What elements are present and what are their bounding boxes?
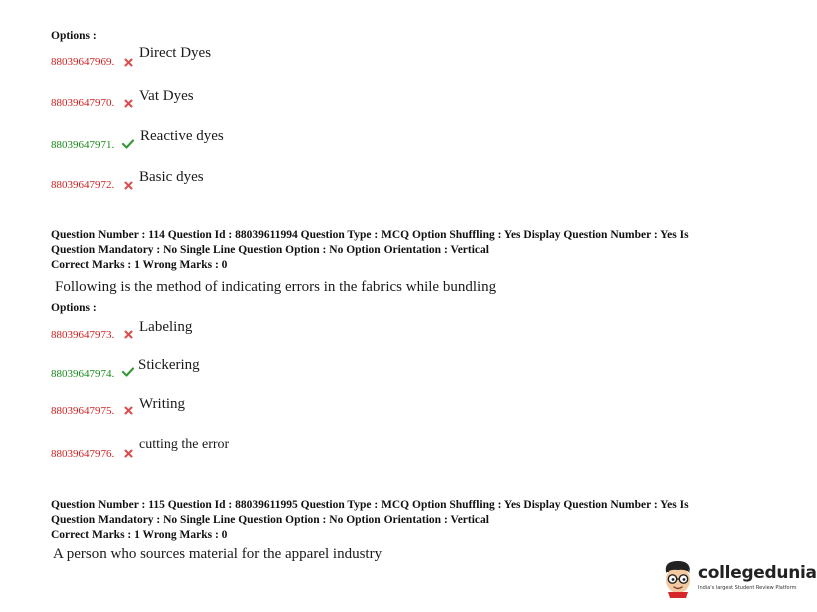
- options-label: Options :: [51, 30, 97, 42]
- cross-icon: [124, 58, 133, 67]
- option-id: 88039647975.: [51, 405, 115, 417]
- option-text: Stickering: [138, 357, 200, 373]
- logo-text: collegedunia: [698, 563, 817, 583]
- option-text: cutting the error: [139, 437, 230, 452]
- question-marks: Correct Marks : 1 Wrong Marks : 0: [51, 259, 228, 271]
- question-meta-line: Question Number : 115 Question Id : 88039611995 Question Type : MCQ Option Shuffling : Yes Display Question Number : Yes Is: [51, 499, 689, 511]
- logo-tagline: India's largest Student Review Platform: [698, 585, 797, 591]
- collegedunia-logo: [660, 557, 817, 599]
- cross-icon: [124, 181, 133, 190]
- option-id: 88039647973.: [51, 329, 115, 341]
- cross-icon: [124, 330, 133, 339]
- option-id: 88039647974.: [51, 368, 115, 380]
- mascot-icon: [660, 558, 696, 598]
- option-text: Labeling: [139, 319, 193, 335]
- option-id: 88039647972.: [51, 179, 115, 191]
- question-text: A person who sources material for the apparel industry: [53, 546, 383, 562]
- question-meta-line: Question Mandatory : No Single Line Question Option : No Option Orientation : Vertical: [51, 514, 489, 526]
- question-meta-line: Question Mandatory : No Single Line Question Option : No Option Orientation : Vertical: [51, 244, 489, 256]
- option-text: Basic dyes: [139, 169, 204, 185]
- check-icon: [122, 139, 134, 149]
- option-text: Reactive dyes: [140, 128, 224, 144]
- option-id: 88039647969.: [51, 56, 115, 68]
- cross-icon: [124, 406, 133, 415]
- question-text: Following is the method of indicating errors in the fabrics while bundling: [55, 279, 497, 295]
- cross-icon: [124, 99, 133, 108]
- options-label: Options :: [51, 302, 97, 314]
- option-id: 88039647971.: [51, 139, 115, 151]
- question-meta-line: Question Number : 114 Question Id : 88039611994 Question Type : MCQ Option Shuffling : Yes Display Question Number : Yes Is: [51, 229, 689, 241]
- option-text: Vat Dyes: [139, 88, 194, 104]
- option-id: 88039647970.: [51, 97, 115, 109]
- option-text: Writing: [139, 396, 186, 412]
- option-text: Direct Dyes: [139, 45, 212, 61]
- check-icon: [122, 367, 134, 377]
- cross-icon: [124, 449, 133, 458]
- question-marks: Correct Marks : 1 Wrong Marks : 0: [51, 529, 228, 541]
- option-id: 88039647976.: [51, 448, 115, 460]
